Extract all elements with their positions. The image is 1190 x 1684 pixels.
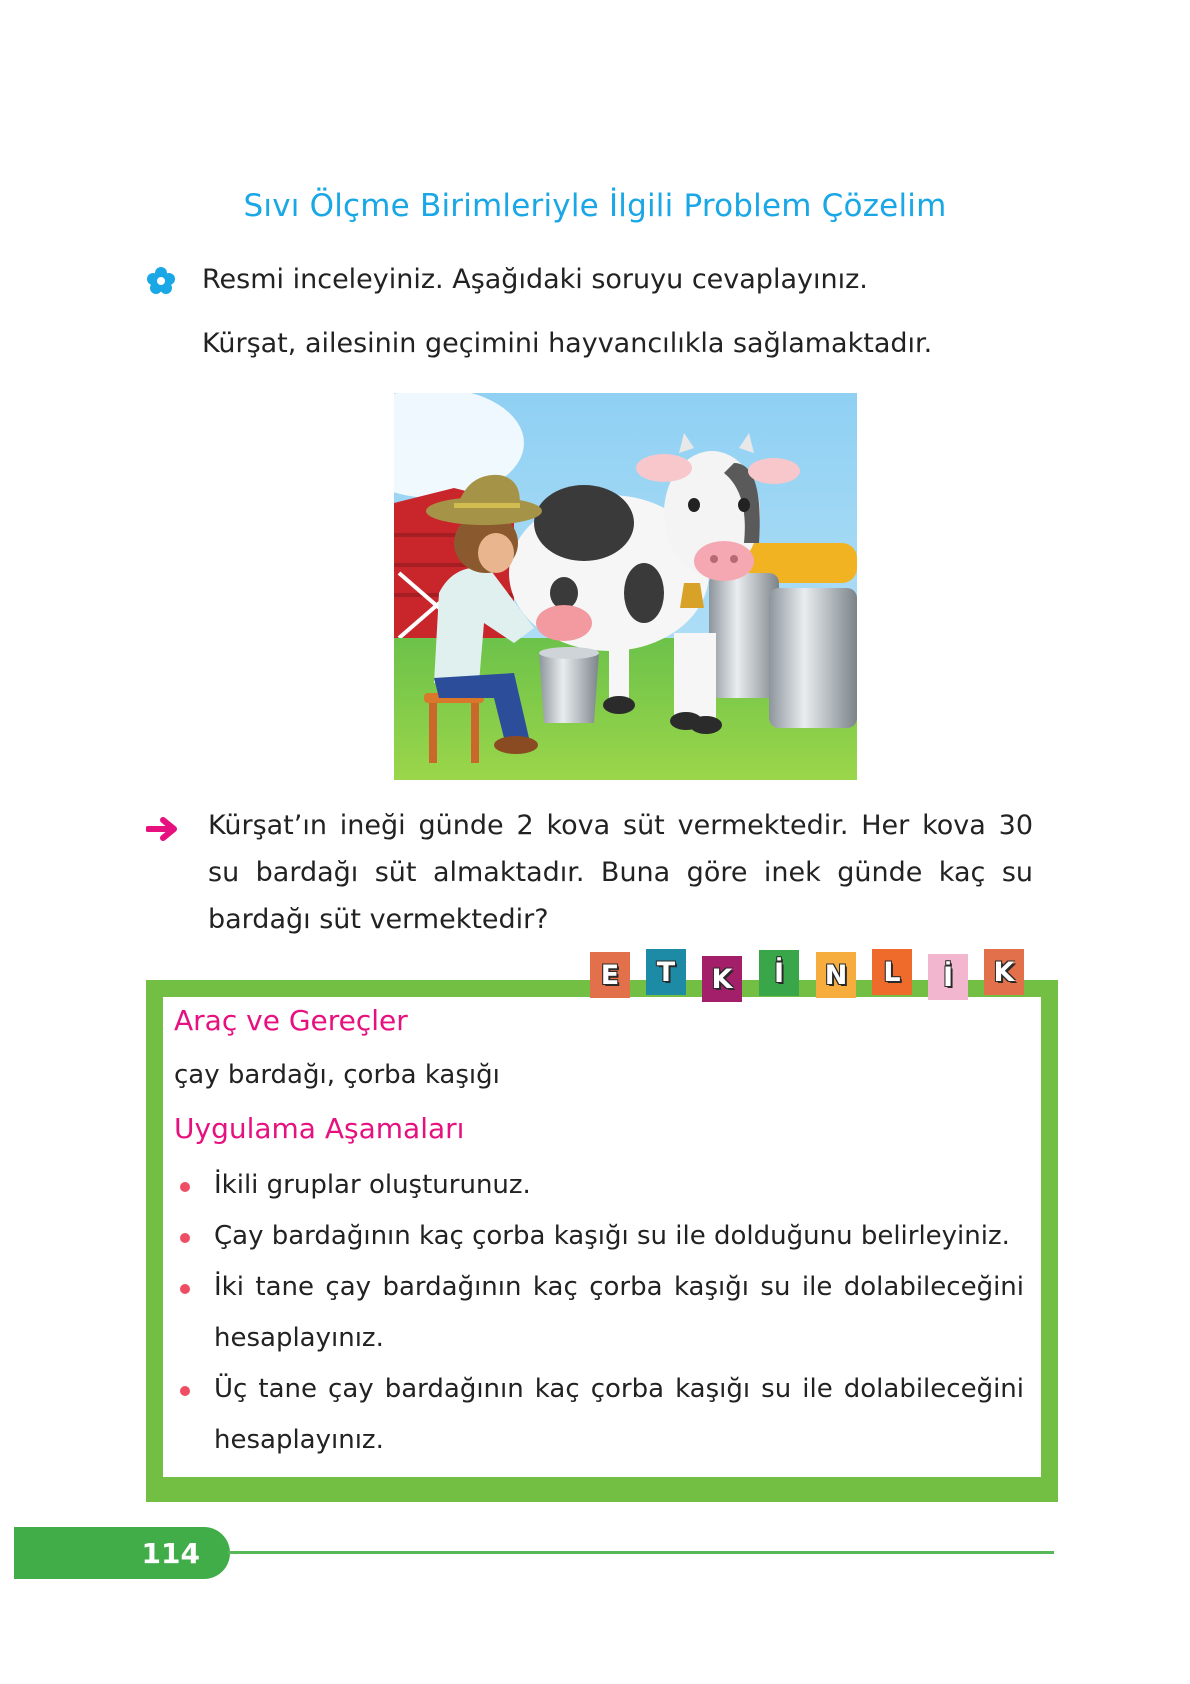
instruction-text: Resmi inceleyiniz. Aşağıdaki soruyu cevaplayınız. [202, 264, 868, 295]
banner-letter-k2: K [984, 949, 1024, 995]
list-item [174, 1211, 1024, 1262]
page-title: Sıvı Ölçme Birimleriyle İlgili Problem Çözelim [243, 188, 947, 224]
steps-list [174, 1160, 1024, 1466]
banner-letter-n: N [816, 952, 856, 998]
bullet-icon [180, 1233, 190, 1243]
step-text: İki tane çay bardağının kaç çorba kaşığı su ile dolabileceğini hesaplayınız. [214, 1272, 1024, 1353]
steps-heading: Uygulama Aşamaları [174, 1112, 465, 1145]
banner-letter-i: İ [759, 950, 799, 996]
footer-divider [228, 1551, 1054, 1554]
arrow-right-icon [146, 816, 180, 842]
banner-letter-t: T [646, 949, 686, 995]
page-number: 114 [14, 1527, 230, 1579]
context-text: Kürşat, ailesinin geçimini hayvancılıkla sağlamaktadır. [202, 328, 933, 359]
banner-letter-k: K [702, 956, 742, 1002]
bullet-icon [180, 1284, 190, 1294]
milking-cow-illustration [394, 393, 857, 780]
problem-question: Kürşat’ın ineği günde 2 kova süt vermektedir. Her kova 30 su bardağı süt almaktadır. Buna göre inek günde kaç su bardağı süt vermektedir? [208, 810, 1033, 935]
step-text: Üç tane çay bardağının kaç çorba kaşığı su ile dolabileceğini hesaplayınız. [214, 1374, 1024, 1455]
bullet-icon [180, 1386, 190, 1396]
list-item [174, 1160, 1024, 1211]
farm-illustration [394, 393, 857, 780]
banner-letter-e: E [590, 952, 630, 998]
tools-heading: Araç ve Gereçler [174, 1004, 408, 1037]
list-item [174, 1262, 1024, 1364]
banner-letter-l: L [872, 949, 912, 995]
step-text: Çay bardağının kaç çorba kaşığı su ile dolduğunu belirleyiniz. [214, 1221, 1010, 1251]
banner-letter-i2: İ [928, 954, 968, 1000]
flower-icon [146, 266, 176, 296]
tools-list: çay bardağı, çorba kaşığı [174, 1060, 500, 1090]
list-item [174, 1364, 1024, 1466]
bullet-icon [180, 1182, 190, 1192]
step-text: İkili gruplar oluşturunuz. [214, 1170, 531, 1200]
